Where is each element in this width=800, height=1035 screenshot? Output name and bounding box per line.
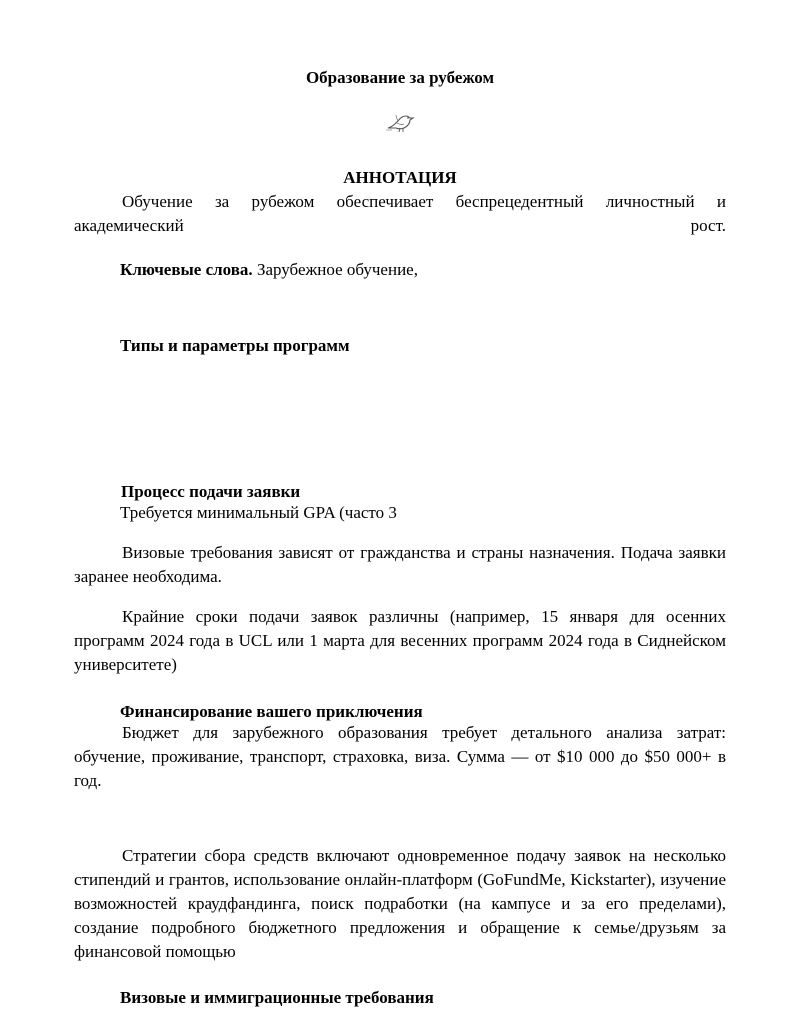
visa-requirements-paragraph: Визовые требования зависят от гражданства и страны назначения. Подача заявки заранее необходима.: [74, 543, 726, 586]
section-program-types: Типы и параметры программ: [120, 336, 350, 355]
gpa-line: Требуется минимальный GPA (часто 3: [120, 503, 397, 522]
keywords-label: Ключевые слова.: [120, 260, 253, 279]
abstract-paragraph: Обучение за рубежом обеспечивает беспрецедентный личностный и академический рост.: [74, 192, 726, 235]
budget-paragraph: Бюджет для зарубежного образования требует детального анализа затрат: обучение, проживание, транспорт, страховка, виза. Сумма — от $10 000 до $50 000+ в год.: [74, 723, 726, 790]
section-application: Процесс подачи заявки: [121, 482, 301, 501]
document-title: Образование за рубежом: [305, 68, 495, 87]
deadlines-paragraph: Крайние сроки подачи заявок различны (например, 15 января для осенних программ 2024 года в UCL или 1 марта для весенних программ 2024 года в Сиднейском университете): [74, 607, 726, 674]
keywords-text: Зарубежное обучение,: [252, 260, 418, 279]
section-visa-immigration: Визовые и иммиграционные требования: [120, 988, 434, 1007]
bird-icon: [384, 108, 416, 136]
fundraising-paragraph: Стратегии сбора средств включают одновременное подачу заявок на несколько стипендий и грантов, использование онлайн-платформ (GoFundMe, Kickstarter), изучение возможностей краудфандинга, поиск подработки (на кампусе и за его пределами), создание подробного бюджетного предложения и обращение к семье/друзьям за финансовой помощью: [74, 846, 726, 961]
keywords-line: [120, 258, 418, 282]
abstract-heading: АННОТАЦИЯ: [343, 168, 457, 187]
section-funding: Финансирование вашего приключения: [120, 702, 423, 721]
